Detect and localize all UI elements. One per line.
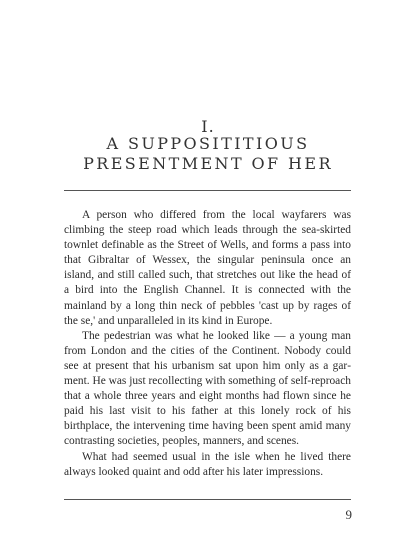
chapter-title-line-1: A SUPPOSITITIOUS: [106, 134, 310, 153]
body-text: [64, 208, 351, 480]
chapter-title: [0, 134, 416, 174]
paragraph-3: What had seemed usual in the isle when he lived there always looked quaint and odd after his later impressions.: [64, 450, 351, 478]
page-number: 9: [345, 507, 352, 522]
chapter-number: I.: [201, 117, 215, 136]
paragraph-2: The pedestrian was what he looked like — a young man from London and the cities of the Continent. Nobody could see at present that his urbanism sat upon him only as a garment. He was just recollecting with something of self-reproach that a whole three years and eight months had flown since he paid his last visit to his father at this lonely rock of his birthplace, the intervening time having been spent amid many contrasting societies, peoples, manners, and scenes.: [64, 329, 351, 448]
top-divider: [64, 190, 351, 191]
bottom-divider: [64, 499, 351, 500]
paragraph-1: A person who differed from the local wayfarers was climbing the steep road which leads through the sea-skirted townlet definable as the Street of Wells, and forms a pass into that Gibraltar of Wessex, the singular peninsula once an island, and still called such, that stretches out like the head of a bird into the English Channel. It is connected with the mainland by a long thin neck of pebbles 'cast up by rages of the se,' and unparalleled in its kind in Europe.: [64, 209, 351, 327]
chapter-title-line-2: PRESENTMENT OF HER: [83, 154, 333, 173]
